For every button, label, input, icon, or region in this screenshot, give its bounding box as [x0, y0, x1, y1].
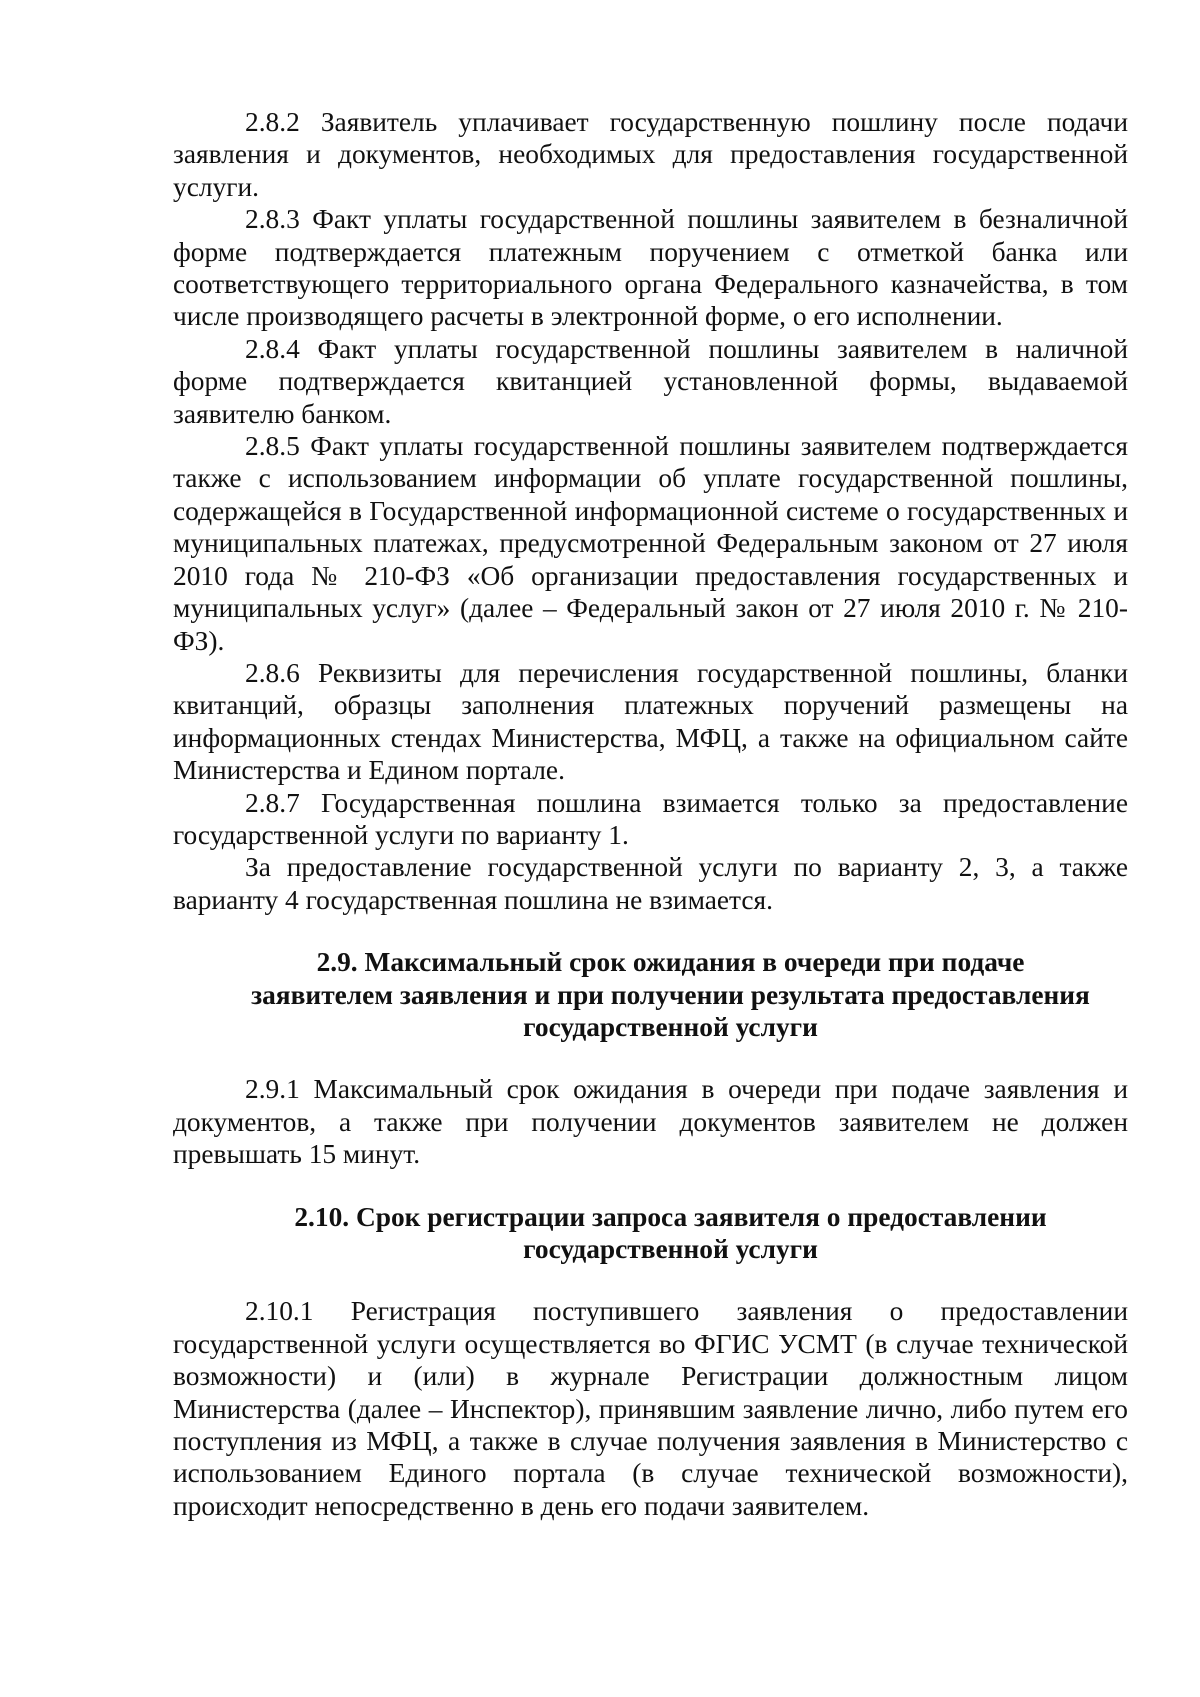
- paragraph-2-10-1: 2.10.1 Регистрация поступившего заявления о предоставлении государственной услуги осуществляется во ФГИС УСМТ (в случае технической возможности) и (или) в журнале Регистрации должностным лицом Министерства (далее – Инспектор), принявшим заявление лично, либо путем его поступления из МФЦ, а также в случае получения заявления в Министерство с использованием Единого портала (в случае технической возможности), происходит непосредственно в день его подачи заявителем.: [173, 1296, 1128, 1521]
- paragraph-2-8-6: 2.8.6 Реквизиты для перечисления государственной пошлины, бланки квитанций, образцы заполнения платежных поручений размещены на информационных стендах Министерства, МФЦ, а также на официальном сайте Министерства и Едином портале.: [173, 657, 1128, 786]
- section-heading-2-10-line1: 2.10. Срок регистрации запроса заявителя о предоставлении: [294, 1201, 1047, 1232]
- document-page: [173, 106, 1128, 1522]
- paragraph-2-8-5: 2.8.5 Факт уплаты государственной пошлины заявителем подтверждается также с использованием информации об уплате государственной пошлины, содержащейся в Государственной информационной системе о государственных и муниципальных платежах, предусмотренной Федеральным законом от 27 июля 2010 года № 210-ФЗ «Об организации предоставления государственных и муниципальных услуг» (далее – Федеральный закон от 27 июля 2010 г. № 210-ФЗ).: [173, 431, 1128, 656]
- section-heading-2-10-line2: государственной услуги: [523, 1234, 818, 1264]
- section-heading-2-9-line3: государственной услуги: [523, 1011, 818, 1042]
- paragraph-fee-exemption: За предоставление государственной услуги по варианту 2, 3, а также варианту 4 государственная пошлина не взимается.: [173, 852, 1128, 915]
- paragraph-2-8-4: 2.8.4 Факт уплаты государственной пошлины заявителем в наличной форме подтверждается квитанцией установленной формы, выдаваемой заявителю банком.: [173, 333, 1128, 429]
- section-heading-2-9-line1: 2.9. Максимальный срок ожидания в очереди при подаче: [316, 947, 1025, 978]
- section-heading-2-9: [173, 946, 1128, 1043]
- paragraph-2-8-2: 2.8.2 Заявитель уплачивает государственную пошлину после подачи заявления и документов, необходимых для предоставления государственной услуги.: [173, 107, 1128, 202]
- section-heading-2-10: [173, 1201, 1128, 1266]
- paragraph-2-8-7: 2.8.7 Государственная пошлина взимается только за предоставление государственной услуги по варианту 1.: [173, 787, 1128, 850]
- section-heading-2-9-line2: заявителем заявления и при получении результата предоставления: [251, 979, 1090, 1010]
- paragraph-2-9-1: 2.9.1 Максимальный срок ожидания в очереди при подаче заявления и документов, а также при получении документов заявителем не должен превышать 15 минут.: [173, 1074, 1128, 1170]
- paragraph-2-8-3: 2.8.3 Факт уплаты государственной пошлины заявителем в безналичной форме подтверждается платежным поручением с отметкой банка или соответствующего территориального органа Федерального казначейства, в том числе производящего расчеты в электронной форме, о его исполнении.: [173, 204, 1128, 332]
